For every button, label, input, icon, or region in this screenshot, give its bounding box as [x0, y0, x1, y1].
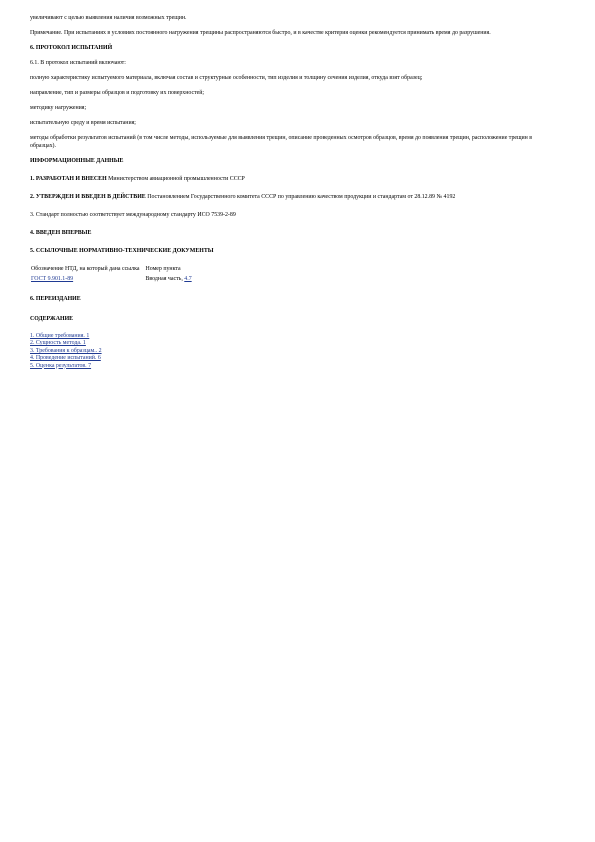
document-body — [30, 14, 558, 370]
info-item-6: 6. ПЕРЕИЗДАНИЕ — [30, 296, 81, 302]
section-heading-6: 6. ПРОТОКОЛ ИСПЫТАНИЙ — [30, 45, 113, 51]
table-cell — [145, 275, 197, 285]
toc-link[interactable]: 2. Сущность метода. 1 — [30, 340, 86, 347]
info-heading: ИНФОРМАЦИОННЫЕ ДАННЫЕ — [30, 158, 124, 164]
protocol-item: методы обработки результатов испытаний (в том числе методы, используемые для выявления трещин, описание проведенных осмотров образцов, время до появления трещин, расположение трещин в образцах). — [30, 135, 533, 149]
protocol-item: методику нагружения; — [30, 105, 87, 111]
clause-link[interactable]: 4.7 — [184, 276, 192, 282]
paragraph: увеличивают с целью выявления наличия возможных трещин. — [30, 15, 187, 21]
standard-link[interactable]: ГОСТ 9.901.1-89 — [31, 276, 74, 282]
note-paragraph: Примечание. При испытаниях в условиях постоянного нагружения трещины распространяются быстро, и в качестве критерия оценки рекомендуется принимать время до разрушения. — [30, 30, 491, 36]
table-header-cell: Номер пункта — [145, 266, 181, 272]
protocol-item: полную характеристику испытуемого материала, включая состав и структурные особенности, тип изделия и толщину сечения изделия, откуда взят образец; — [30, 75, 423, 81]
info-item-2 — [30, 193, 558, 201]
toc-link[interactable]: 1. Общие требования. 1 — [30, 333, 90, 339]
table-header-row — [31, 265, 198, 275]
table-cell — [31, 275, 145, 285]
clause-6-1: 6.1. В протокол испытаний включают: — [30, 60, 126, 66]
table-of-contents — [30, 333, 558, 370]
info-item-1 — [30, 175, 558, 183]
toc-link[interactable]: 5. Оценка результатов. 7 — [30, 362, 92, 369]
protocol-item: испытательную среду и время испытания; — [30, 120, 136, 126]
clause-text: Вводная часть, — [145, 276, 185, 282]
info-item-1-text: Министерством авиационной промышленности СССР — [106, 176, 245, 182]
info-item-3: 3. Стандарт полностью соответствует международному стандарту ИСО 7539-2-89 — [30, 212, 236, 218]
info-item-5: 5. ССЫЛОЧНЫЕ НОРМАТИВНО-ТЕХНИЧЕСКИЕ ДОКУМЕНТЫ — [30, 248, 214, 254]
contents-heading: СОДЕРЖАНИЕ — [30, 316, 74, 322]
info-item-2-text: Постановлением Государственного комитета СССР по управлению качеством продукции и стандартам от 28.12.89 № 4192 — [145, 194, 456, 200]
info-item-1-prefix: 1. РАЗРАБОТАН И ВНЕСЕН — [30, 176, 107, 182]
protocol-item: направление, тип и размеры образцов и подготовку их поверхностей; — [30, 90, 205, 96]
reference-table — [31, 265, 198, 285]
info-item-2-prefix: 2. УТВЕРЖДЕН И ВВЕДЕН В ДЕЙСТВИЕ — [30, 194, 146, 200]
toc-link[interactable]: 3. Требования к образцам.. 2 — [30, 347, 102, 354]
table-header-cell: Обозначение НТД, на который дана ссылка — [31, 266, 140, 272]
table-row — [31, 275, 198, 285]
info-item-4: 4. ВВЕДЕН ВПЕРВЫЕ — [30, 230, 92, 236]
toc-link[interactable]: 4. Проведение испытаний. 6 — [30, 355, 101, 362]
